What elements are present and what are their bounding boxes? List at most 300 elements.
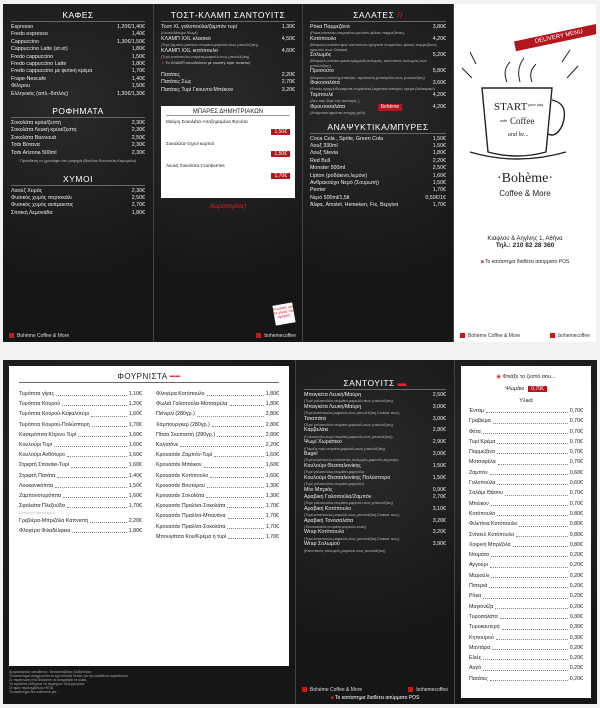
bakery-item	[19, 450, 142, 460]
item-name: ΚΛΑΜΠ XXL κοτόπουλο	[161, 47, 218, 54]
bakery-item	[156, 471, 279, 481]
item-name: Τοστ XL γαλοπούλα/ζαμπόν τυρί	[161, 24, 237, 30]
rolling-pin-icon: ━━	[169, 372, 181, 381]
bakery-item	[156, 522, 279, 532]
legal-line: Το κατάστημα δεν ευθύνεται για...	[9, 690, 60, 694]
ingredient-item	[469, 571, 583, 581]
bakery-title: ΦΟΥΡΝΙΣΤΑ ━━	[19, 372, 279, 383]
item-price: 1,60€	[128, 493, 142, 500]
item-price: 1,80€	[131, 46, 145, 53]
ingredient-item	[469, 427, 583, 437]
item-price: 4,20€	[432, 91, 446, 98]
legal-line: Αγορανομικός υπεύθυνος: Τσουτσουβλέης Αλέξανδρος	[9, 670, 92, 674]
soft-drink-item	[310, 158, 446, 165]
item-name: Fredo cappuccino με φυτική κρέμα	[11, 68, 93, 75]
ingredient-item	[469, 622, 583, 632]
item-price: 2,30€	[131, 149, 145, 156]
legal-line: Οι τιμές περιλαμβάνουν ΦΠΑ.	[9, 686, 54, 690]
brand-phone[interactable]: Τηλ.: 210 82 28 360	[495, 242, 555, 249]
drink-item	[11, 120, 145, 127]
item-price: 1,30€	[281, 24, 295, 30]
item-name: Φίλτρου	[11, 83, 30, 90]
item-price: 2,30€	[131, 142, 145, 149]
inside-facebook-link[interactable]: Bohème Coffee & More	[302, 687, 362, 693]
fork-icon: //	[397, 10, 403, 20]
facebook-icon	[9, 333, 14, 338]
item-price: 2,70€	[131, 202, 145, 209]
item-price: 0,80€	[569, 510, 583, 517]
item-name: Fredo cappuccino	[11, 53, 54, 60]
ingredient-item	[469, 499, 583, 509]
salads-list	[310, 24, 446, 116]
sandwiches-title: ΣΑΝΤΟΥΙΤΣ ▬	[304, 378, 446, 390]
item-price: 2,20€	[265, 442, 279, 449]
juice-item	[11, 210, 145, 217]
item-price: 1,50€	[432, 179, 446, 186]
ingredient-item	[469, 478, 583, 488]
item-name: Κηπουρού	[469, 634, 494, 641]
cover-facebook-link[interactable]: Bohème Coffee & More	[460, 333, 520, 339]
ingredient-item	[469, 550, 583, 560]
item-price: 0,80€	[569, 521, 583, 528]
item-price: 1,70€	[128, 421, 142, 428]
sweets-tip-sticker: Ρωτήστε για τα γλυκά της ημέρας!	[272, 302, 295, 325]
item-name: Αγγούρι	[469, 562, 488, 569]
item-name: Cappuccino Latte (ισ.ισ)	[11, 46, 68, 53]
item-name: Τσιαπάτα	[304, 415, 326, 422]
bakery-item	[19, 420, 142, 430]
facebook-link[interactable]: Bohème Coffee & More	[9, 333, 69, 339]
bakery-item	[156, 420, 279, 430]
item-name: Πίτσα Σκεπαστή (280γρ.)	[156, 431, 216, 438]
ingredient-item	[469, 457, 583, 467]
footer-facebook	[9, 333, 147, 339]
item-description: (Τυρί γαλοπούλα,ντομάτα,μαρούλι,σως μπουλέζικη)	[304, 500, 393, 506]
drinks-note: Πρόσθεση το χρυσάφιο στο ρόφημά (Βανίλια,Φουντούκι,Καραμέλα)	[19, 158, 137, 164]
item-name: Τυρόπιτα Κουρού-Κεφαλοτύρι	[19, 411, 89, 418]
item-name: Τσάι Βότανα	[11, 142, 40, 149]
item-price: 1,70€	[128, 503, 142, 510]
item-name: Χάμπουργκερ (280γρ.)	[156, 421, 210, 428]
item-price: 1,40€	[131, 31, 145, 38]
juices-section	[11, 174, 145, 218]
extras-title: ◉ Φτιάξε το ζεστό σου...	[496, 374, 556, 380]
item-price: 2,20€	[281, 71, 295, 78]
item-name: Φυσικός χυμός πορτοκάλι	[11, 194, 72, 201]
pos-note: ■ Το κατάστημα διαθέτει ασύρματο POS	[480, 259, 570, 265]
bakery-item	[19, 430, 142, 440]
item-price: 0,50€/1€	[425, 194, 446, 201]
drink-item	[11, 150, 145, 157]
item-description: (Μαρούλι,σαλάτα φιλέ κοτόπουλο,τραγανά ντοματίνια, φλέικς παρμεζάνας, κρουτόν,σως Ceasar)	[310, 42, 438, 52]
extras-list	[469, 406, 583, 684]
item-price: 1,10€	[128, 391, 142, 397]
item-name: Σαλάμι Θάσου	[469, 490, 503, 497]
item-name: Κουλούρι Ανθότυρο	[19, 452, 65, 459]
cover-footer	[460, 333, 590, 339]
item-name: Τυροσαλάτα	[469, 613, 498, 620]
bakery-item	[19, 471, 142, 481]
item-price: 1,60€	[128, 462, 142, 469]
item-description: (Μαρούλι,iceberg,σπανάκι, προσούτο,μοτσαρέλα,σως μπουλέζικη)	[310, 74, 425, 80]
soft-drink-item	[310, 195, 446, 202]
delivery-badge: DELIVERY MENU	[514, 23, 596, 51]
legal-line: Το κατάστημα υποχρεούται να έχει έντυπα δελτία για την κατάθεση παραπόνων.	[9, 674, 129, 678]
item-price: 1,40€	[131, 75, 145, 82]
item-name: Μοτσαρέλα	[469, 459, 496, 466]
item-name: Αραβική Τονοσαλάτα	[304, 517, 354, 524]
ingredient-item	[469, 540, 583, 550]
bakery-card	[9, 366, 289, 666]
item-badge: Bohème	[378, 104, 403, 111]
item-name: Κοτόπουλο	[310, 35, 337, 42]
soft-drink-item	[310, 143, 446, 150]
item-price: 1,50€	[271, 151, 290, 157]
drink-item	[11, 127, 145, 134]
item-description: (Τυρί,κοτόπουλο,καπνιστός σολωμός,μαρούλι,αγγούρι)	[304, 457, 399, 463]
brand-name: ·Bohème·	[497, 171, 553, 186]
item-name: Cappuccino	[11, 38, 39, 45]
item-name: Φιλετίνια Κοτόπουλο	[469, 521, 518, 528]
item-name: Σοκολάτα Λευκή κρύα/ζεστή	[11, 127, 77, 134]
bakery-item	[156, 440, 279, 450]
salads-title: ΣΑΛΑΤΕΣ //	[310, 10, 446, 22]
inside-instagram-link[interactable]: bohemecoffee	[408, 687, 448, 693]
fries-item	[161, 72, 295, 79]
ingredient-item	[469, 509, 583, 519]
item-name: Πατάτες Τυρί Γκουντα-Μπέικον	[161, 86, 234, 93]
item-price: 0,20€	[569, 644, 583, 651]
ingredient-item	[469, 468, 583, 478]
item-price: 1,40€	[128, 472, 142, 479]
soft-list	[310, 136, 446, 210]
item-price: 3,00€	[432, 451, 446, 458]
coffee-item	[11, 76, 145, 83]
item-name: Ανθρακούχο Νερό (Σουρωτή)	[310, 179, 379, 186]
coffee-item	[11, 91, 145, 98]
item-name: Φέτα	[469, 428, 481, 435]
warning-icon: ★	[161, 60, 166, 66]
bakery-item	[19, 481, 142, 491]
item-price: 1,60€	[265, 452, 279, 459]
ingredient-item	[469, 653, 583, 663]
coffee-item	[11, 46, 145, 53]
ingredient-item	[469, 437, 583, 447]
item-price: 2,30€	[131, 120, 145, 127]
coffee-item	[11, 39, 145, 46]
item-price: 4,50€	[281, 35, 295, 42]
bakery-item	[156, 399, 279, 409]
item-name: Στριφτή Σπανάκι-Τυρί	[19, 462, 70, 469]
item-name: Λουκανικόπιτα	[19, 482, 54, 489]
item-price: 1,80€	[265, 391, 279, 397]
item-name: Coca Cola , Sprite, Green Cola	[310, 135, 384, 142]
item-price: 1,50€	[432, 474, 446, 481]
item-name: Φυσικός χυμός ανάμεικτος	[11, 202, 74, 209]
item-name: Πεϊνιρλί (280γρ.)	[156, 411, 195, 418]
bakery-item	[19, 526, 142, 536]
item-price: 0,20€	[569, 562, 583, 569]
coffee-item	[11, 61, 145, 68]
item-name: Τυρόπιτα Κουρού-Πολύσπορη	[19, 421, 90, 428]
item-price: 1,30€/1,50€	[117, 38, 145, 45]
item-description: (Τονοσαλάτα,ντομάτα,μαρούλι,ελιές)	[304, 523, 367, 529]
item-name: Νερό 500ml/1,5lt	[310, 194, 350, 201]
item-price: 2,90€	[432, 439, 446, 446]
drink-item	[11, 135, 145, 142]
coffee-item	[11, 68, 145, 75]
item-price: 1,60€	[128, 442, 142, 449]
extras-subtitle: Υλικά	[519, 398, 533, 404]
item-price: 0,70€	[569, 459, 583, 466]
item-price: 2,80€	[265, 411, 279, 418]
item-price: 0,30€	[569, 613, 583, 620]
item-price: 3,20€	[432, 517, 446, 524]
soft-title: ΑΝΑΨΥΚΤΙΚΑ/ΜΠΥΡΕΣ	[310, 122, 446, 134]
toast-list	[161, 24, 295, 59]
coffee-cup-illustration	[462, 48, 588, 168]
bakery-panel	[3, 360, 295, 704]
item-name: Ζαμπόν	[469, 469, 488, 476]
item-price: 2,50€	[131, 134, 145, 141]
item-name: Fredo cappuccino Latte	[11, 61, 67, 68]
ingredient-item	[469, 643, 583, 653]
sandwiches-panel	[296, 360, 454, 704]
cover-instagram-link[interactable]: bohemecoffee	[550, 333, 590, 339]
item-name: Wrap Σολωμού	[304, 541, 340, 548]
item-price: 1,70€	[265, 503, 279, 510]
item-name: Σοκολάτα Βιεννουά	[11, 134, 57, 141]
item-description: (Τυρί,ζαμπόν,μπέικον,ντομάτα,μαρούλι,σως μπουλέζικη)	[161, 42, 258, 48]
coffee-item	[11, 31, 145, 38]
ingredient-item	[469, 406, 583, 416]
item-description: (Τυρί,κοτόπουλο,μαρούλι,σως μπουλέζικη,Ceasar σως)	[304, 410, 400, 416]
sandwiches-footer	[302, 687, 448, 701]
item-description: (Τυρί,κοτόπουλο,μαρούλι,σως μπουλέζικη,Ceasar σως)	[304, 512, 400, 518]
item-name: Φρουτοσαλάτα	[310, 103, 346, 110]
ingredient-item	[469, 560, 583, 570]
bakery-item	[19, 409, 142, 419]
item-name: Ρόκα Παρμεζάνα	[310, 24, 350, 30]
item-name: Κουλούρι Θεσσαλονίκης Πολύσπορο	[304, 474, 391, 481]
item-price: 2,50€	[131, 194, 145, 201]
ingredient-item	[469, 581, 583, 591]
item-name: Espresso	[11, 24, 34, 30]
item-price: 2,50€	[432, 392, 446, 398]
item-price: 5,80€	[432, 68, 446, 75]
toast-note: ★ Το ΚΛΑΜΠ συνοδεύεται με country style πατάτες!	[161, 60, 251, 66]
item-price: 1,70€	[265, 523, 279, 530]
item-price: 0,70€	[569, 500, 583, 507]
item-price: 1,20€/1,40€	[117, 24, 145, 30]
item-name: Κασερόπιτα Κίτρινο Τυρί	[19, 431, 77, 438]
item-name: Κολτσόνε	[156, 442, 179, 449]
item-price: 2,20€	[432, 157, 446, 164]
facebook-icon	[302, 687, 307, 692]
bakery-item	[156, 389, 279, 399]
item-name: Ελιές	[469, 655, 482, 662]
ingredient-item	[469, 612, 583, 622]
juice-item	[11, 188, 145, 195]
item-price: 1,50€	[432, 462, 446, 469]
bakery-item	[156, 450, 279, 460]
oat-bars-box	[161, 106, 295, 198]
oat-list	[166, 119, 290, 179]
legal-line: Σε περίπτωση που θελήσετε να αναγράψει τα υλικά...	[9, 678, 89, 682]
item-price: 0,20€	[569, 665, 583, 672]
item-name: Φλογέρα Κοτόπουλο	[156, 391, 205, 397]
oat-title: ΜΠΑΡΕΣ ΔΗΜΗΤΡΙΑΚΩΝ	[166, 109, 290, 116]
item-price: 2,30€	[131, 127, 145, 134]
item-price: 0,70€	[569, 490, 583, 497]
item-price: 0,70€	[569, 438, 583, 445]
juices-title: ΧΥΜΟΙ	[11, 174, 145, 186]
juices-list	[11, 188, 145, 218]
item-price: 1,20€	[128, 401, 142, 408]
coffee-item	[11, 54, 145, 61]
item-price: 1,60€	[265, 462, 279, 469]
item-name: Lipton (ροδάκινο,λεμόνι)	[310, 172, 368, 179]
item-price: 1,50€	[432, 142, 446, 149]
oat-bar-item	[166, 163, 290, 179]
item-description: (Πάριζα,τυρί,ντομάτα,μαρούλι,σως μπουλέζικη)	[304, 445, 385, 451]
cover-panel	[454, 4, 596, 342]
instagram-icon	[256, 333, 261, 338]
soft-drink-item	[310, 202, 446, 209]
bakery-item	[156, 501, 279, 511]
coffees-section	[11, 10, 145, 98]
item-name: Τυρόπιτα γίγας	[19, 391, 55, 397]
item-name: Φωλιά Γαλοπούλα-Μοτσαρέλα	[156, 401, 228, 408]
ingredient-item	[469, 633, 583, 643]
drinks-list	[11, 120, 145, 157]
item-price: 2,70€	[281, 79, 295, 86]
item-price: 1,80€	[131, 209, 145, 216]
item-name: Κρουασάν Πραλίνα-Σοκολάτα	[156, 523, 226, 530]
item-price: 1,50€	[131, 53, 145, 60]
item-name: Φακοσαλάτα	[310, 80, 340, 87]
bakery-item	[156, 460, 279, 470]
item-description: (Τυρί γαλοπούλα,ντομάτα,μαρούλι,σως μπουλέζικη)	[304, 422, 393, 428]
item-price: 4,20€	[432, 103, 446, 110]
svg-text:your day: your day	[528, 102, 544, 107]
item-description: (Μαρούλι,σαλάτα,ρόκα,κρεμμύδι,σολομός, καπνιστός σολωμός,σως μπουλέζικη)	[310, 58, 427, 68]
item-name: Fredo espresso	[11, 31, 48, 38]
soft-drink-item	[310, 165, 446, 172]
item-name: Frape-Nescafe	[11, 75, 47, 82]
ingredient-item	[469, 416, 583, 426]
item-name: Λαούζ Χυμός	[11, 187, 43, 194]
item-description: (Μπέικον,Μπεσαμέλ)	[19, 510, 56, 516]
item-name: Σοκολάτα κρύα/ζεστή	[11, 120, 61, 127]
item-description: (Καπνιστός σολωμός,μαρούλι,σως μπουλέζικη)	[304, 547, 386, 553]
toast-panel	[154, 4, 302, 342]
item-price: 0,90€	[432, 486, 446, 493]
svg-text:and be...: and be...	[508, 132, 529, 138]
item-name: Monster 500ml	[310, 165, 346, 172]
item-name: Μαύρη Σοκολάτα-Αποξηραμένα Φρούτα	[166, 119, 248, 125]
lightbulb-icon: ◉	[496, 374, 503, 380]
ingredient-item	[469, 530, 583, 540]
item-name: Μαγιονέζα	[469, 603, 494, 610]
bakery-item	[156, 430, 279, 440]
item-name: Τυροκαυτερή	[469, 624, 500, 631]
instagram-link[interactable]: bohemecoffee	[256, 333, 296, 339]
item-name: Σφολιάτα Πλεξούδα	[19, 503, 65, 510]
bakery-item	[19, 491, 142, 501]
bakery-item	[19, 440, 142, 450]
bread-row: Ψωμάκι 0,70€	[469, 386, 583, 392]
item-price: 1,70€	[131, 68, 145, 75]
ingredient-item	[469, 602, 583, 612]
inside-pos-note: ■ Το κατάστημα διαθέτει ασύρματο POS	[330, 695, 420, 701]
item-description: (Λευκό/Μαύρο Ψωμί)	[161, 30, 198, 36]
fries-item	[161, 87, 295, 94]
coffee-item	[11, 24, 145, 31]
item-name: Αραβική Γαλοπούλα/Ζαμπόν	[304, 493, 372, 500]
item-price: 3,90€	[432, 541, 446, 548]
item-name: Σπιτική Λεμονάδα	[11, 209, 53, 216]
item-name: Γρεβιέρα-Μπριζόλα Καπνιστή	[19, 517, 89, 524]
ingredient-item	[469, 519, 583, 529]
item-name: Σολωμός	[310, 52, 332, 59]
item-name: Πιπεριά	[469, 583, 488, 590]
item-price: 3,80€	[432, 24, 446, 30]
item-price: 0,60€	[569, 469, 583, 476]
item-name: Κρουασάν Πραλίνα-Μπανάνα	[156, 513, 226, 520]
item-name: Πατάτες Σως	[161, 79, 192, 86]
item-name: Μπέικον	[469, 500, 489, 507]
menu-inside-sheet	[3, 360, 597, 704]
item-description: (Δεν σας λέμε την συνταγή..)	[310, 98, 360, 104]
item-price: 1,70€	[432, 187, 446, 194]
ingredient-item	[469, 447, 583, 457]
bakery-item	[156, 491, 279, 501]
item-price: 0,70€	[569, 449, 583, 456]
legal-line: Τα προϊόντα ενδέχεται να περιέχουν αλλεργιογόνα.	[9, 682, 86, 686]
bakery-left-list	[19, 389, 142, 542]
item-name: Κρουασάν Βουτύρου	[156, 482, 206, 489]
item-name: Red Bull	[310, 157, 331, 164]
item-name: Wrap Κοτόπουλο	[304, 529, 345, 536]
item-name: Αυγό	[469, 665, 482, 672]
svg-text:Coffee: Coffee	[510, 116, 535, 126]
item-name: ΚΛΑΜΠ XXL κλασικό	[161, 35, 211, 42]
item-name: Bagel	[304, 451, 318, 458]
item-name: Πατάτες	[469, 675, 488, 682]
item-name: Παρμεζάνα	[469, 449, 496, 456]
item-price: 1,60€	[128, 452, 142, 459]
legal-notes	[9, 670, 289, 694]
drinks-title: ΡΟΦΗΜΑΤΑ	[11, 106, 145, 118]
toast-title: ΤΟΣΤ-ΚΛΑΜΠ ΣΑΝΤΟΥΙΤΣ	[161, 10, 295, 22]
item-price: 1,70€	[271, 173, 290, 179]
oat-bar-item	[166, 141, 290, 157]
item-price: 5,20€	[432, 52, 446, 59]
item-name: Τυρί Κρέμα	[469, 438, 496, 445]
bakery-item	[19, 460, 142, 470]
item-name: Μπαγκέτα Λευκή/Μαύρη	[304, 392, 362, 398]
sandwich-item	[304, 487, 446, 494]
item-price: 2,50€	[432, 165, 446, 172]
item-price: 2,80€	[265, 431, 279, 438]
menu-outside-sheet	[3, 4, 597, 342]
drinks-section	[11, 106, 145, 163]
item-name: Λουξ 330ml	[310, 142, 338, 149]
bakery-item	[156, 481, 279, 491]
item-name: Λευκή Σοκολάτα-Cranberries	[166, 163, 225, 169]
extras-card	[461, 366, 591, 698]
